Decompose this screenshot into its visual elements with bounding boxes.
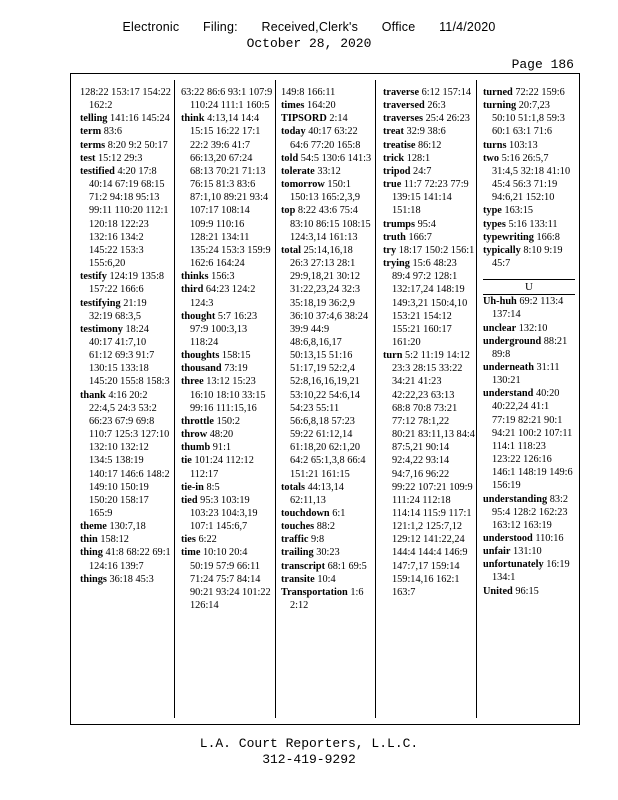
index-entry: [181, 310, 273, 349]
index-entry: [483, 532, 575, 545]
page-line-references: 6:1: [332, 508, 346, 519]
index-entry: [181, 481, 273, 494]
index-column-1: [80, 86, 172, 586]
page-line-references: 4:16 20:2 22:4,5 24:3 53:2 66:23 67:9 69:8 110:7 125:3 127:10 132:10 132:12 134:5 138:19 140:17 146:6 148:2 149:10 150:19 150:20 158:17 165:9: [89, 389, 170, 519]
letter-section-header: U: [483, 279, 575, 295]
page-line-references: 13:12 15:23 16:10 18:10 33:15 99:16 111:15,16: [190, 376, 266, 414]
index-frame: [70, 73, 580, 725]
page-line-references: 9:8: [311, 534, 325, 546]
index-term: transcript: [281, 560, 326, 572]
page-line-references: 6:22: [198, 534, 217, 546]
index-entry: [483, 231, 575, 244]
index-term: trumps: [383, 218, 416, 230]
index-entry: [181, 533, 273, 546]
page-line-references: 163:15: [504, 205, 534, 217]
filing-stamp-word-1: Electronic: [122, 20, 180, 34]
index-term: tripod: [383, 165, 411, 177]
index-entry: [181, 546, 273, 612]
page-line-references: 103:13: [509, 139, 538, 151]
page-line-references: 110:16: [535, 533, 564, 544]
index-entry: [483, 335, 575, 361]
index-entry: [483, 545, 575, 558]
page-line-references: 128:1: [406, 152, 431, 164]
index-entry: [483, 361, 575, 387]
index-term: turn: [383, 350, 403, 362]
index-term: understand: [483, 388, 534, 400]
page-line-references: 11:7 72:23 77:9 139:15 141:14 151:18: [392, 179, 469, 217]
page-line-references: 40:20 40:22,24 41:1 77:19 82:21 90:1 94:21 100:2 107:11 114:1 118:23 123:22 126:16 146:1 148:19 149:6 156:19: [492, 388, 573, 492]
index-term: three: [181, 376, 204, 388]
page-line-references: 4:13,14 14:4 15:15 16:22 17:1 22:2 39:6 41:7 66:13,20 67:24 68:13 70:21 71:13 76:15 81:3 83:6 87:1,10 89:21 93:4 107:17 108:14 109:9 110:16 128:21 134:11 135:24 153:3 159:9 162:6 164:24: [190, 113, 271, 270]
filing-stamp-word-3: Received,Clerk's: [261, 20, 359, 34]
hearing-date: October 28, 2020: [246, 36, 372, 51]
page-line-references: 26:3: [427, 100, 446, 112]
index-term: thoughts: [181, 350, 220, 362]
page-line-references: 25:4 26:23: [425, 113, 470, 125]
index-term: testimony: [80, 323, 123, 335]
index-entry: [483, 152, 575, 205]
index-entry: [181, 283, 273, 309]
page-line-references: 95:3 103:19 103:23 104:3,19 107:1 145:6,7: [190, 494, 258, 533]
index-term: true: [383, 179, 402, 191]
index-term: throttle: [181, 415, 214, 427]
index-term: typically: [483, 244, 521, 256]
index-term: terms: [80, 139, 106, 151]
page-line-references: 30:23: [316, 547, 340, 559]
page-line-references: 5:7 16:23 97:9 100:3,13 118:24: [190, 310, 258, 348]
index-entry: [181, 375, 273, 414]
index-term: United: [483, 585, 513, 597]
index-term: traverses: [383, 113, 424, 125]
page-line-references: 124:19 135:8 157:22 166:6: [89, 271, 165, 296]
index-entry: [483, 218, 575, 231]
index-entry: [80, 533, 172, 546]
index-entry: [181, 415, 273, 428]
page-line-references: 32:9 38:6: [406, 126, 446, 138]
page-line-references: 88:21 89:8: [492, 335, 568, 360]
index-term: tied: [181, 494, 198, 506]
index-term: testifying: [80, 297, 121, 309]
index-entry: [80, 112, 172, 125]
index-entry: [383, 112, 475, 125]
index-term: tie-in: [181, 481, 204, 493]
index-term: thin: [80, 534, 98, 546]
index-term: underground: [483, 335, 542, 347]
index-term: trick: [383, 152, 405, 164]
index-term: type: [483, 205, 502, 217]
filing-stamp-word-4: Office: [381, 20, 416, 34]
index-term: ties: [181, 534, 196, 546]
page-line-references: 95:4: [417, 218, 436, 230]
index-column-3: [281, 86, 373, 612]
index-term: throw: [181, 429, 208, 441]
index-term: top: [281, 205, 296, 217]
index-entry: [181, 349, 273, 362]
page-line-references: 36:18 45:3: [109, 573, 154, 585]
page-line-references: 149:8 166:11: [281, 87, 336, 98]
index-entry: [383, 257, 475, 349]
page-line-references: 40:17 63:22 64:6 77:20 165:8: [290, 126, 361, 151]
page-line-references: 63:22 86:6 93:1 107:9 110:24 111:1 160:5: [181, 87, 273, 112]
index-entry: [80, 546, 172, 572]
index-entry: [281, 586, 373, 612]
index-entry: [281, 99, 373, 112]
index-entry: [281, 481, 373, 507]
index-term: totals: [281, 481, 306, 493]
page-line-references: 24:7: [413, 165, 432, 177]
page-line-references: 69:2 113:4 137:14: [492, 296, 564, 321]
index-term: thought: [181, 310, 216, 322]
page-line-references: 54:5 130:6 141:3: [300, 152, 372, 164]
index-entry: [383, 218, 475, 231]
page-line-references: 15:6 48:23 89:4 97:2 128:1 132:17,24 148:19 149:3,21 150:4,10 153:21 154:12 155:21 160:17 161:20: [392, 258, 468, 348]
page-line-references: 166:7: [408, 231, 432, 243]
index-entry: [181, 441, 273, 454]
index-term: try: [383, 244, 397, 256]
index-entry: [383, 244, 475, 257]
index-term: turning: [483, 100, 517, 112]
index-entry: [483, 295, 575, 321]
index-term: unclear: [483, 322, 517, 334]
index-term: times: [281, 100, 305, 112]
column-divider: [375, 80, 376, 718]
index-entry: [281, 573, 373, 586]
page-line-references: 16:19 134:1: [492, 559, 570, 584]
index-entry: [281, 520, 373, 533]
page-line-references: 128:22 153:17 154:22 162:2: [80, 87, 171, 112]
index-entry: [80, 270, 172, 296]
index-term: testified: [80, 165, 115, 177]
index-term: understood: [483, 533, 533, 544]
index-term: treatise: [383, 139, 416, 151]
index-entry: [483, 493, 575, 532]
court-reporter-name: L.A. Court Reporters, L.L.C.: [199, 736, 419, 751]
page-line-references: 131:10: [513, 546, 542, 558]
page-line-references: 64:23 124:2 124:3: [190, 284, 256, 309]
index-entry: [281, 178, 373, 204]
index-term: test: [80, 152, 96, 164]
page-line-references: 150:2: [216, 415, 241, 427]
page-line-references: 158:12: [100, 534, 129, 546]
index-term: told: [281, 152, 299, 164]
page-line-references: 6:12 157:14: [421, 87, 472, 98]
index-entry: [80, 389, 172, 521]
index-entry: [80, 165, 172, 270]
index-term: two: [483, 152, 500, 164]
index-term: tolerate: [281, 165, 315, 177]
index-entry: [483, 99, 575, 138]
index-entry: [483, 139, 575, 152]
index-term: thank: [80, 389, 106, 401]
page-line-references: 158:15: [221, 350, 251, 362]
index-term: thumb: [181, 442, 211, 454]
page-line-references: 8:22 43:6 75:4 83:10 86:15 108:15 124:3,14 161:13: [290, 205, 371, 243]
page-line-references: 5:2 11:19 14:12 23:3 28:15 33:22 34:21 41:23 42:22,23 63:13 68:8 70:8 73:21 77:12 78:1,22 80:21 83:11,13 84:4 87:5,21 90:14 92:4,22 93:14 94:7,16 96:22 99:22 107:21 109:9 111:24 112:18 114:14 115:9 117:1 121:1,2 125:7,12 129:12 141:22,24 144:4 144:4 146:9 147:7,17 159:14 159:14,16 162:1 163:7: [392, 350, 475, 598]
index-term: unfair: [483, 546, 511, 558]
page-line-references: 83:6: [103, 126, 123, 138]
filing-stamp-date: 11/4/2020: [439, 20, 496, 34]
column-divider: [275, 80, 276, 718]
index-entry: [383, 349, 475, 599]
index-entry: [483, 86, 575, 99]
index-term: TIPSORD: [281, 113, 327, 125]
page-line-references: 130:7,18: [109, 521, 146, 533]
index-term: telling: [80, 113, 108, 125]
page-line-references: 91:1: [212, 442, 232, 454]
court-reporter-phone: 312-419-9292: [262, 752, 356, 767]
page-line-references: 83:2 95:4 128:2 162:23 163:12 163:19: [492, 493, 568, 531]
index-term: theme: [80, 521, 107, 533]
index-term: typewriting: [483, 231, 534, 243]
index-entry: [383, 178, 475, 217]
page-line-references: 31:11 130:21: [492, 361, 560, 387]
index-term: touchdown: [281, 508, 330, 519]
index-entry: [383, 99, 475, 112]
index-entry: [80, 323, 172, 389]
filing-stamp-line: [0, 20, 618, 34]
index-term: truth: [383, 231, 406, 243]
index-term: things: [80, 573, 107, 585]
page-line-references: 68:1 69:5: [327, 560, 367, 572]
page-line-references: 88:2: [316, 521, 336, 533]
index-entry: [281, 507, 373, 520]
index-term: unfortunately: [483, 559, 544, 571]
index-entry: [181, 494, 273, 533]
page-line-references: 86:12: [417, 139, 442, 151]
page-line-references: 18:24 40:17 41:7,10 61:12 69:3 91:7 130:15 133:18 145:20 155:8 158:3: [89, 323, 170, 388]
page-line-references: 5:16 133:11: [508, 218, 558, 230]
page-line-references: 10:4: [317, 573, 336, 585]
page-line-references: 48:20: [209, 429, 234, 441]
index-term: turned: [483, 87, 513, 98]
index-term: term: [80, 126, 102, 138]
index-term: trying: [383, 258, 410, 270]
index-term: underneath: [483, 361, 534, 373]
index-entry: [181, 270, 273, 283]
index-column-2: [181, 86, 273, 612]
page-line-references: 18:17 150:2 156:1: [398, 244, 475, 256]
index-column-5: [483, 86, 575, 598]
page-line-references: 2:14: [329, 113, 348, 125]
page-line-references: 141:16 145:24: [110, 113, 170, 125]
index-entry: [181, 86, 273, 112]
index-entry: [181, 112, 273, 270]
page-line-references: 150:1 150:13 165:2,3,9: [290, 179, 361, 204]
index-term: tomorrow: [281, 179, 325, 191]
index-entry: [80, 520, 172, 533]
page-line-references: 156:3: [211, 271, 235, 283]
page-line-references: 73:19: [224, 363, 248, 375]
page-line-references: 1:6 2:12: [290, 586, 364, 612]
index-entry: [483, 585, 575, 598]
page-line-references: 8:5: [206, 481, 220, 493]
index-entry: [80, 139, 172, 152]
index-term: turns: [483, 139, 507, 151]
page-line-references: 20:7,23 50:10 51:1,8 59:3 60:1 63:1 71:6: [492, 100, 565, 138]
page-line-references: 41:8 68:22 69:1 124:16 139:7: [89, 547, 171, 572]
index-term: traversed: [383, 100, 425, 112]
index-entry: [383, 139, 475, 152]
index-term: thing: [80, 547, 103, 559]
index-term: Transportation: [281, 586, 348, 598]
index-term: thousand: [181, 363, 222, 375]
index-entry: [181, 454, 273, 480]
index-term: tie: [181, 455, 192, 467]
page-line-references: 44:13,14 62:11,13: [290, 481, 344, 506]
index-entry: [483, 558, 575, 584]
index-entry: [281, 125, 373, 151]
index-term: treat: [383, 126, 404, 138]
page-line-references: 132:10: [518, 322, 548, 334]
index-entry: [483, 244, 575, 270]
page-line-references: 10:10 20:4 50:19 57:9 66:11 71:24 75:7 84:14 90:21 93:24 101:22 126:14: [190, 547, 271, 612]
page-line-references: 72:22 159:6: [515, 87, 565, 98]
index-term: today: [281, 126, 306, 138]
index-entry: [281, 152, 373, 165]
page-line-references: 8:10 9:19 45:7: [492, 244, 563, 270]
index-entry: [281, 165, 373, 178]
index-entry: [383, 125, 475, 138]
page-line-references: 5:16 26:5,7 31:4,5 32:18 41:10 45:4 56:3 71:19 94:6,21 152:10: [492, 152, 571, 204]
index-entry: [281, 560, 373, 573]
index-column-4: [383, 86, 475, 599]
index-entry: [281, 533, 373, 546]
index-entry: [383, 165, 475, 178]
index-entry: [383, 152, 475, 165]
page-line-references: 21:19 32:19 68:3,5: [89, 297, 147, 322]
index-term: understanding: [483, 493, 548, 505]
index-term: touches: [281, 521, 315, 533]
index-entry: [281, 86, 373, 99]
page-line-references: 33:12: [317, 165, 341, 177]
index-term: traffic: [281, 534, 309, 546]
index-entry: [80, 152, 172, 165]
page-line-references: 101:24 112:12 112:17: [190, 455, 254, 480]
index-entry: [483, 387, 575, 492]
index-term: transite: [281, 573, 315, 585]
index-entry: [383, 231, 475, 244]
index-entry: [80, 297, 172, 323]
index-term: third: [181, 284, 204, 296]
index-term: trailing: [281, 547, 314, 559]
index-entry: [181, 362, 273, 375]
page-line-references: 166:8: [536, 231, 560, 243]
index-entry: [80, 573, 172, 586]
index-entry: [281, 546, 373, 559]
page-line-references: 4:20 17:8 40:14 67:19 68:15 71:2 94:18 95:13 99:11 110:20 112:1 120:18 122:23 132:16 134:2 145:22 153:3 155:6,20: [89, 165, 169, 270]
index-entry: [181, 428, 273, 441]
index-term: Uh-huh: [483, 296, 517, 308]
index-entry: [483, 204, 575, 217]
column-divider: [174, 80, 175, 718]
index-term: think: [181, 113, 205, 125]
page-line-references: 164:20: [307, 100, 336, 112]
index-term: thinks: [181, 271, 209, 283]
page-line-references: 8:20 9:2 50:17: [107, 139, 168, 151]
index-term: testify: [80, 271, 107, 283]
index-term: total: [281, 244, 302, 256]
index-entry: [281, 112, 373, 125]
page-line-references: 25:14,16,18 26:3 27:13 28:1 29:9,18,21 30:12 31:22,23,24 32:3 35:18,19 36:2,9 36:10 37:4,6 38:24 39:9 44:9 48:6,8,16,17 50:13,15 51:16 51:17,19 52:2,4 52:8,16,16,19,21 53:10,22 54:6,14 54:23 55:11 56:6,8,18 57:23 59:22 61:12,14 61:18,20 62:1,20 64:2 65:1,3,8 66:4 151:21 161:15: [290, 244, 369, 480]
index-term: types: [483, 218, 506, 230]
page-line-references: 15:12 29:3: [98, 152, 143, 164]
index-entry: [383, 86, 475, 99]
page-line-references: 96:15: [515, 585, 539, 597]
index-entry: [80, 86, 172, 112]
index-term: time: [181, 547, 201, 559]
index-entry: [281, 244, 373, 481]
index-term: traverse: [383, 87, 420, 98]
index-entry: [80, 125, 172, 138]
index-entry: [281, 204, 373, 243]
column-divider: [476, 80, 477, 718]
page-number: Page 186: [511, 57, 574, 72]
filing-stamp-word-2: Filing:: [203, 20, 238, 34]
index-entry: [483, 322, 575, 335]
